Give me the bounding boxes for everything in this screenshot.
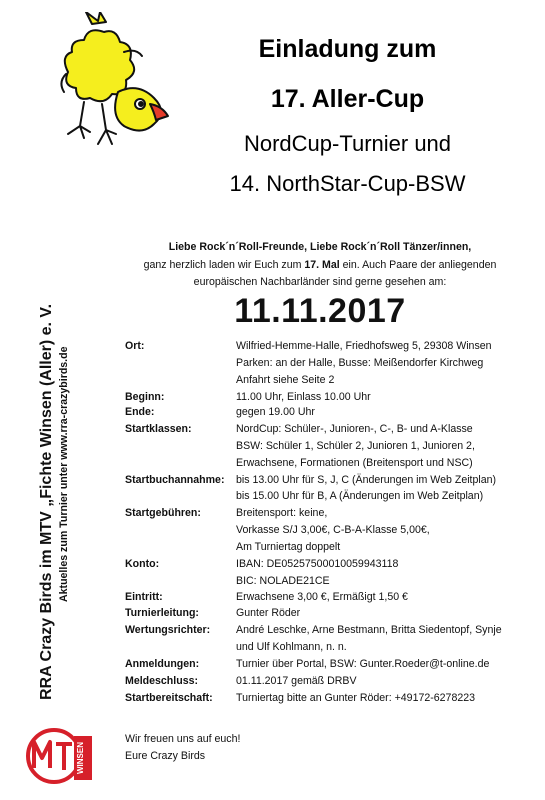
startgebuehren-value-1: Breitensport: keine, [236, 507, 328, 519]
ort-label: Ort: [125, 340, 145, 352]
startgebuehren-value-3: Am Turniertag doppelt [236, 541, 341, 553]
startbereitschaft-value: Turniertag bitte an Gunter Röder: +49172-6278223 [236, 692, 476, 704]
ende-value: gegen 19.00 Uhr [236, 406, 315, 418]
turnierleitung-label: Turnierleitung: [125, 607, 199, 619]
intro-line-2: ganz herzlich laden wir Euch zum 17. Mal ein. Auch Paare der anliegenden [143, 259, 497, 271]
wertungsrichter-label: Wertungsrichter: [125, 624, 211, 636]
konto-label: Konto: [125, 558, 160, 570]
startbuchannahme-value-2: bis 15.00 Uhr für B, A (Änderungen im Web Zeitplan) [236, 490, 484, 502]
konto-iban: IBAN: DE05257500010059943118 [236, 558, 399, 570]
beginn-label: Beginn: [125, 391, 165, 403]
konto-bic: BIC: NOLADE21CE [236, 575, 330, 587]
ort-value-1: Wilfried-Hemme-Halle, Friedhofsweg 5, 29308 Winsen [236, 340, 492, 352]
anmeldungen-label: Anmeldungen: [125, 658, 200, 670]
title-line-4: 14. NorthStar-Cup-BSW [229, 171, 466, 196]
startbereitschaft-label: Startbereitschaft: [125, 692, 213, 704]
intro-line-3: europäischen Nachbarländer sind gerne gesehen am: [193, 276, 447, 288]
closing-line-1: Wir freuen uns auf euch! [125, 733, 241, 745]
startklassen-value-3: Erwachsene, Formationen (Breitensport und NSC) [236, 457, 473, 469]
ort-value-3: Anfahrt siehe Seite 2 [236, 374, 335, 386]
closing-line-2: Eure Crazy Birds [125, 750, 206, 762]
ort-value-2: Parken: an der Halle, Busse: Meißendorfer Kirchweg [236, 357, 484, 369]
startklassen-value-2: BSW: Schüler 1, Schüler 2, Junioren 1, Junioren 2, [236, 440, 475, 452]
event-date: 11.11.2017 [234, 292, 406, 330]
startgebuehren-label: Startgebühren: [125, 507, 201, 519]
mtv-winsen-logo [22, 722, 100, 786]
meldeschluss-value: 01.11.2017 gemäß DRBV [236, 675, 357, 687]
startbuchannahme-label: Startbuchannahme: [125, 474, 225, 486]
startklassen-value-1: NordCup: Schüler-, Junioren-, C-, B- und A-Klasse [236, 423, 473, 435]
title-line-2: 17. Aller-Cup [270, 85, 425, 113]
startbuchannahme-value-1: bis 13.00 Uhr für S, J, C (Änderungen im Web Zeitplan) [236, 474, 497, 486]
title-line-3: NordCup-Turnier und [243, 131, 452, 156]
anmeldungen-value: Turnier über Portal, BSW: Gunter.Roeder@t-online.de [236, 658, 490, 670]
logo-winsen-text: WINSEN [76, 742, 85, 774]
title-line-1: Einladung zum [258, 35, 437, 63]
startklassen-label: Startklassen: [125, 423, 192, 435]
website-notice-vertical: Aktuelles zum Turnier unter www.rra-crazybirds.de [58, 346, 70, 602]
eintritt-label: Eintritt: [125, 591, 163, 603]
ende-label: Ende: [125, 406, 155, 418]
intro-greeting: Liebe Rock´n´Roll-Freunde, Liebe Rock´n´Roll Tänzer/innen, [168, 241, 472, 253]
wertungsrichter-value-1: André Leschke, Arne Bestmann, Britta Siedentopf, Synje [236, 624, 502, 636]
turnierleitung-value: Gunter Röder [236, 607, 301, 619]
startgebuehren-value-2: Vorkasse S/J 3,00€, C-B-A-Klasse 5,00€, [236, 524, 430, 536]
club-name-vertical: RRA Crazy Birds im MTV „Fichte Winsen (Aller) e. V. [38, 303, 55, 700]
wertungsrichter-value-2: und Ulf Kohlmann, n. n. [236, 641, 347, 653]
eintritt-value: Erwachsene 3,00 €, Ermäßigt 1,50 € [236, 591, 408, 603]
beginn-value: 11.00 Uhr, Einlass 10.00 Uhr [236, 391, 371, 403]
meldeschluss-label: Meldeschluss: [125, 675, 199, 687]
